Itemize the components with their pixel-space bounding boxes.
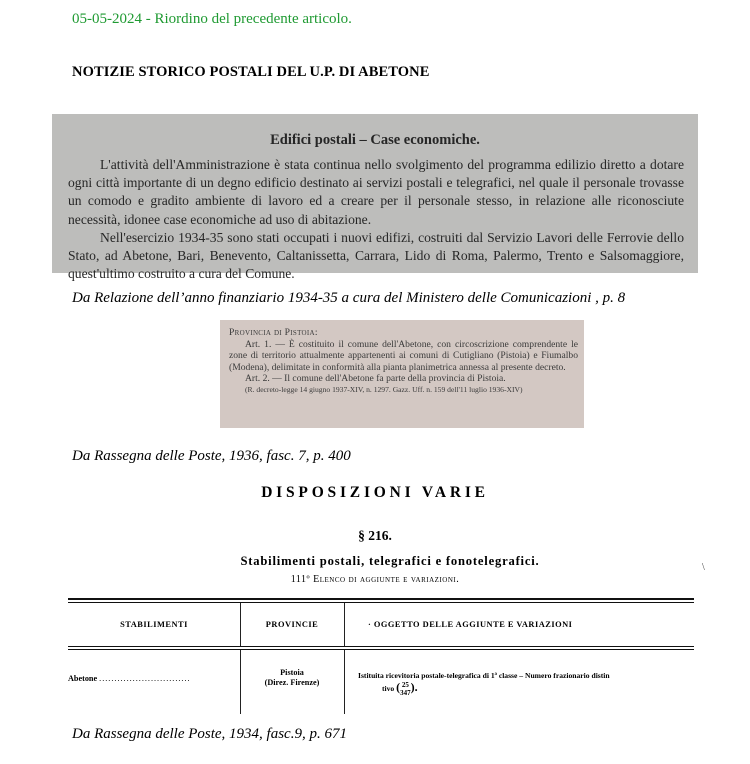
- table-rule-top-thin: [68, 602, 694, 603]
- header-bullet: ·: [368, 620, 374, 629]
- disposizioni-heading: DISPOSIZIONI VARIE: [261, 484, 489, 501]
- header-oggetto-text: OGGETTO DELLE AGGIUNTE E VARIAZIONI: [373, 620, 573, 629]
- scan-paragraph: L'attività dell'Amministrazione è stata continua nello svolgimento del programma edilizio diretto a dotare ogni città importante di un degno edificio destinato ai servizi postali e telegrafici, nel quale il personale trovasse un comodo e gradito ambiente di lavoro ed a creare per il personale stesso, in relazione alle riconosciute necessità, idonee case economiche ad uso di abitazione.: [68, 157, 684, 227]
- column-divider: [344, 650, 345, 714]
- cell-oggetto: [358, 670, 694, 697]
- cell-oggetto-line2: [358, 681, 694, 697]
- update-note: 05-05-2024 - Riordino del precedente articolo.: [72, 11, 352, 27]
- header-oggetto: [368, 620, 694, 629]
- decree-reference: (R. decreto-legge 14 giugno 1937-XIV, n. 1297. Gazz. Uff. n. 159 dell'11 luglio 1936-XIV): [245, 384, 523, 394]
- scan-paragraph: Nell'esercizio 1934-35 sono stati occupati i nuovi edifizi, costruiti dal Servizio Lavori delle Ferrovie dello Stato, ad Abetone, Bari, Benevento, Caltanissetta, Carrara, Lido di Roma, Palermo, Trento e Salsomaggiore, quest'ultimo costruito a cura del Comune.: [68, 229, 684, 282]
- scan-heading: Edifici postali – Case economiche.: [270, 132, 480, 148]
- table-row-stabilimento: [68, 674, 191, 683]
- elenco-number: 111º: [290, 574, 311, 585]
- caption-relazione: Da Relazione dell’anno finanziario 1934-35 a cura del Ministero delle Comunicazioni , p. 8: [72, 290, 626, 306]
- cell-leader-dots: ..............................: [99, 674, 191, 683]
- paragraph-number: § 216.: [358, 528, 392, 543]
- decree-province: Provincia di Pistoia:: [229, 327, 318, 338]
- paren-close: ).: [410, 679, 418, 694]
- elenco-text: Elenco di aggiunte e variazioni.: [313, 574, 460, 585]
- caption-rassegna-1934: Da Rassegna delle Poste, 1934, fasc.9, p. 671: [72, 726, 347, 742]
- page-title: NOTIZIE STORICO POSTALI DEL U.P. DI ABETONE: [72, 64, 430, 80]
- cell-stabilimento: Abetone: [68, 674, 98, 683]
- fraction-denominator: 347: [400, 689, 411, 697]
- fraction: [400, 681, 411, 697]
- table-rule-top: [68, 598, 694, 600]
- decree-art2: Art. 2. — Il comune dell'Abetone fa parte della provincia di Pistoia.: [245, 373, 506, 385]
- cell-oggetto-tivo: tivo: [382, 683, 395, 693]
- stabilimenti-subtitle: Stabilimenti postali, telegrafici e fonotelegrafici.: [240, 554, 540, 568]
- cell-oggetto-line1: Istituita ricevitoria postale-telegrafica di 1ª classe – Numero frazionario distin: [358, 671, 610, 680]
- column-divider: [344, 603, 345, 646]
- scan-body: [68, 156, 684, 283]
- decree-art1: Art. 1. — È costituito il comune dell'Abetone, con circoscrizione comprendente le zone di territorio attualmente appartenenti ai comuni di Cutigliano (Pistoia) e Fiumalbo (Modena), delimitate in conformità alla pianta planimetrica annessa al presente decreto.: [229, 338, 578, 373]
- paren-open: (: [396, 679, 401, 694]
- scan-relazione-image: [52, 114, 698, 282]
- cell-provincia-note: (Direz. Firenze): [264, 678, 320, 687]
- table-rule-header-thin: [68, 649, 694, 650]
- fraction-numerator: 25: [401, 681, 409, 689]
- cell-provincia-name: Pistoia: [280, 668, 304, 677]
- scan-decree-image: [220, 320, 584, 428]
- table-rule-header: [68, 646, 694, 647]
- elenco-line: [0, 574, 750, 585]
- scan-mark: \: [702, 562, 705, 573]
- header-stabilimenti: STABILIMENTI: [120, 620, 188, 629]
- variazioni-table: [68, 598, 694, 716]
- cell-provincia: [240, 668, 344, 688]
- header-provincie: PROVINCIE: [265, 620, 319, 629]
- caption-rassegna-1936: Da Rassegna delle Poste, 1936, fasc. 7, p. 400: [72, 448, 351, 464]
